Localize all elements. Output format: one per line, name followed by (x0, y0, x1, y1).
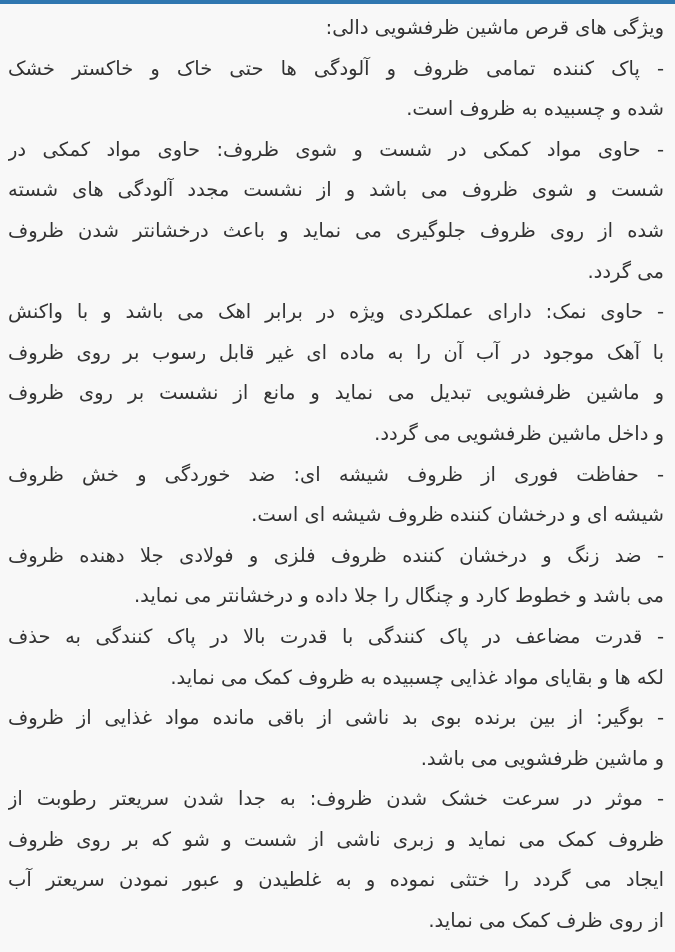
product-features-text (8, 8, 664, 942)
text-line: شیشه ای و درخشان کننده ظروف شیشه ای است. (251, 503, 664, 527)
text-line: و ماشین ظرفشویی تبدیل می نماید و مانع از نشست بر روی ظروف (8, 381, 664, 405)
text-line: با آهک موجود در آب آن را به ماده ای غیر قابل رسوب بر روی ظروف (8, 340, 664, 364)
text-line: می گردد. (587, 259, 664, 283)
text-line: - حاوی مواد کمکی در شست و شوی ظروف: حاوی مواد کمکی در (8, 137, 664, 161)
text-line: شست و شوی ظروف می باشد و از نشست مجدد آلودگی های شسته (8, 178, 664, 202)
top-bar (0, 0, 675, 4)
text-line: شده از روی ظروف جلوگیری می نماید و باعث درخشانتر شدن ظروف (8, 218, 664, 242)
document-heading: ویژگی های قرص ماشین ظرفشویی دالی: (325, 16, 664, 39)
text-line: - حاوی نمک: دارای عملکردی ویژه در برابر اهک می باشد و با واکنش (8, 300, 664, 324)
text-line: ظروف کمک می نماید و زبری ناشی از شست و شو که بر روی ظروف (8, 827, 664, 851)
text-line: - قدرت مضاعف در پاک کنندگی با قدرت بالا در پاک کنندگی به حذف (8, 624, 664, 648)
text-line: شده و چسبیده به ظروف است. (406, 97, 664, 121)
text-line: - موثر در سرعت خشک شدن ظروف: به جدا شدن سریعتر رطوبت از (8, 787, 664, 811)
text-line: - حفاظت فوری از ظروف شیشه ای: ضد خوردگی و خش ظروف (8, 462, 664, 486)
text-line: و داخل ماشین ظرفشویی می گردد. (374, 421, 664, 445)
text-line: و ماشین ظرفشویی می باشد. (420, 746, 664, 770)
text-line: - پاک کننده تمامی ظروف و آلودگی ها حتی خاک و خاکستر خشک (8, 56, 664, 80)
text-line: می باشد و خطوط کارد و چنگال را جلا داده و درخشانتر می نماید. (133, 584, 664, 608)
text-line: لکه ها و بقایای مواد غذایی چسبیده به ظروف کمک می نماید. (170, 665, 664, 689)
text-line: از روی ظرف کمک می نماید. (428, 909, 664, 933)
text-line: - ضد زنگ و درخشان کننده ظروف فلزی و فولادی جلا دهنده ظروف (8, 543, 664, 567)
text-line: - بوگیر: از بین برنده بوی بد ناشی از باقی مانده مواد غذایی از ظروف (8, 706, 664, 730)
text-line: ایجاد می گردد را ختثی نموده و به غلطیدن و عبور نمودن سریعتر آب (8, 868, 664, 892)
